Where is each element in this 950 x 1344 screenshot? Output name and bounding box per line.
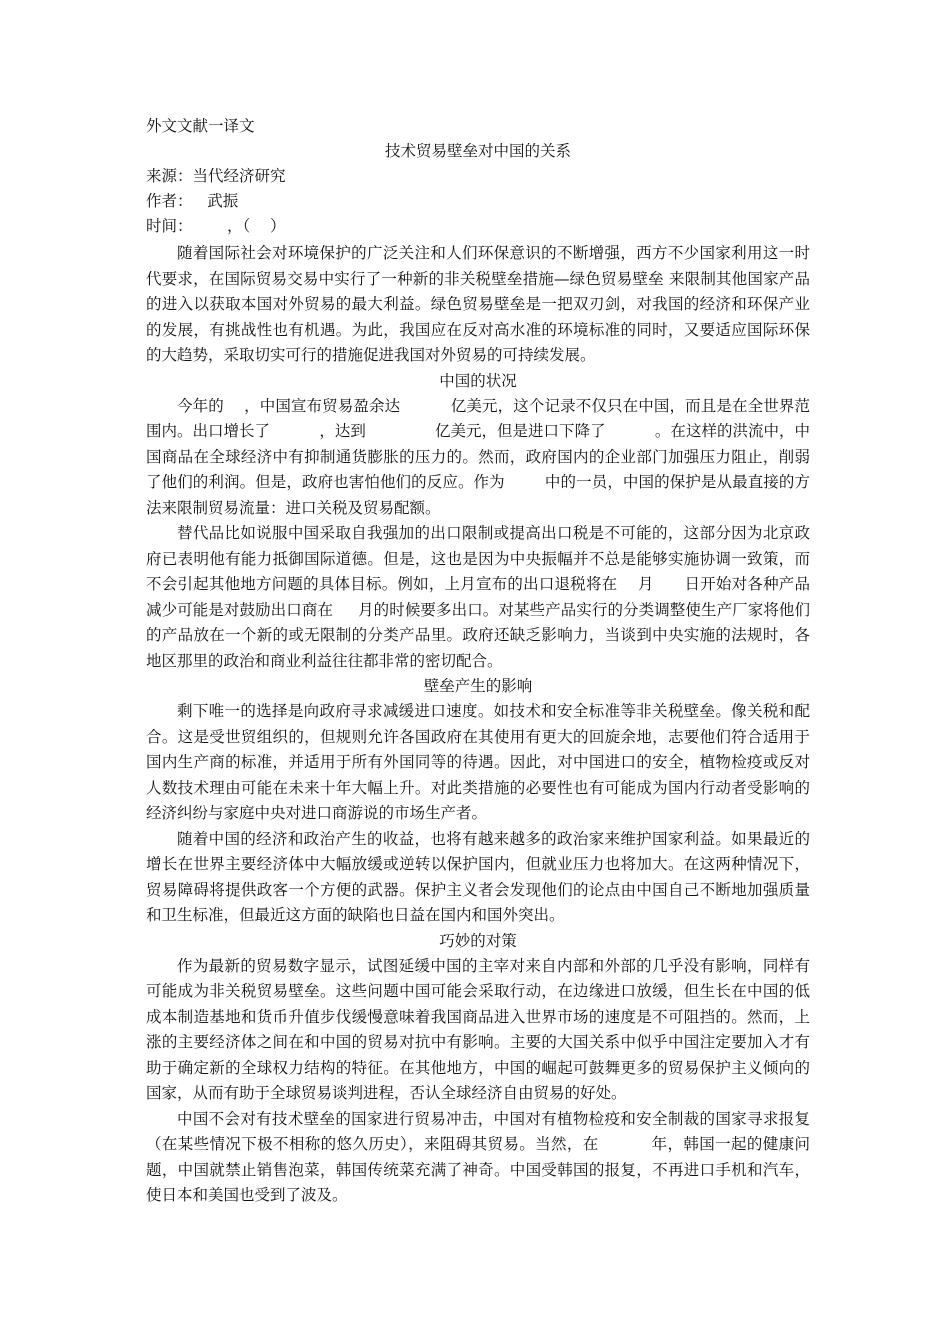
source-line: 来源：当代经济研究 bbox=[146, 167, 286, 185]
section-heading: 巧妙的对策 bbox=[439, 931, 517, 950]
body-paragraph: 今年的 ，中国宣布贸易盈余达 亿美元，这个记录不仅只在中国，而且是在全世界范围内。出口增长了 ，达到 亿美元，但是进口下降了 。在这样的洪流中，中国商品在全球经济中有抑制通货膨胀的压力的。然而，政府国内的企业部门加强压力阻止，削弱了他们的利润。但是，政府也害怕他们的反应。作为 中的一员，中国的保护是从最直接的方法来限制贸易流量：进口关税及贸易配额。 bbox=[146, 396, 810, 517]
body-paragraph: 剩下唯一的选择是向政府寻求减缓进口速度。如技术和安全标准等非关税壁垒。像关税和配合。这是受世贸组织的，但规则允许各国政府在其使用有更大的回旋余地，志要他们符合适用于国内生产商的标准，并适用于所有外国同等的待遇。因此，对中国进口的安全，植物检疫或反对人数技术理由可能在未来十年大幅上升。对此类措施的必要性也有可能成为国内行动者受影响的经济纠纷与家庭中央对进口商游说的市场生产者。 bbox=[146, 702, 810, 822]
body-paragraph: 替代品比如说服中国采取自我强加的出口限制或提高出口税是不可能的，这部分因为北京政府已表明他有能力抵御国际道德。但是，这也是因为中央振幅并不总是能够实施协调一致策，而不会引起其他地方问题的具体目标。例如，上月宣布的出口退税将在 月 日开始对各种产品减少可能是对鼓励出口商在 月的时候要多出口。对某些产品实行的分类调整使生产厂家将他们的产品放在一个新的或无限制的分类产品里。政府还缺乏影响力，当谈到中央实施的法规时，各地区那里的政治和商业利益往往都非常的密切配合。 bbox=[146, 524, 810, 670]
body-paragraph: 随着中国的经济和政治产生的收益，也将有越来越多的政治家来维护国家利益。如果最近的增长在世界主要经济体中大幅放缓或逆转以保护国内，但就业压力也将加大。在这两种情况下，贸易障碍将提供政客一个方便的武器。保护主义者会发现他们的论点由中国自己不断地加强质量和卫生标准，但最近这方面的缺陷也日益在国内和国外突出。 bbox=[146, 829, 810, 924]
body-paragraph: 作为最新的贸易数字显示，试图延缓中国的主宰对来自内部和外部的几乎没有影响，同样有可能成为非关税贸易壁垒。这些问题中国可能会采取行动，在边缘进口放缓，但生长在中国的低成本制造基地和货币升值步伐缓慢意味着我国商品进入世界市场的速度是不可阻挡的。然而，上涨的主要经济体之间在和中国的贸易对抗中有影响。主要的大国关系中似乎中国注定要加入才有助于确定新的全球权力结构的特征。在其他地方，中国的崛起可鼓舞更多的贸易保护主义倾向的国家，从而有助于全球贸易谈判进程，否认全球经济自由贸易的好处。 bbox=[146, 956, 810, 1102]
document-title: 技术贸易壁垒对中国的关系 bbox=[384, 142, 571, 160]
abstract-paragraph: 随着国际社会对环境保护的广泛关注和人们环保意识的不断增强，西方不少国家利用这一时代要求，在国际贸易交易中实行了一种新的非关税壁垒措施—绿色贸易壁垒 来限制其他国家产品的进入以获取本国对外贸易的最大利益。绿色贸易壁垒是一把双刃剑，对我国的经济和环保产业的发展，有挑战性也有机遇。为此，我国应在反对高水准的环境标准的同时，又要适应国际环保的大趋势，采取切实可行的措施促进我国对外贸易的可持续发展。 bbox=[146, 244, 810, 364]
section-heading: 中国的状况 bbox=[439, 371, 517, 390]
body-paragraph: 中国不会对有技术壁垒的国家进行贸易冲击，中国对有植物检疫和安全制裁的国家寻求报复（在某些情况下极不相称的悠久历史），来阻碍其贸易。当然，在 年，韩国一起的健康问题，中国就禁止销售泡菜，韩国传统菜充满了神奇。中国受韩国的报复，不再进口手机和汽车，使日本和美国也受到了波及。 bbox=[146, 1109, 810, 1204]
section-heading: 壁垒产生的影响 bbox=[423, 677, 533, 695]
author-line: 作者： 武振 bbox=[146, 192, 239, 210]
document-page bbox=[146, 114, 810, 1209]
document-label: 外文文献一译文 bbox=[146, 117, 255, 135]
time-line: 时间： ，（ ） bbox=[146, 217, 286, 235]
